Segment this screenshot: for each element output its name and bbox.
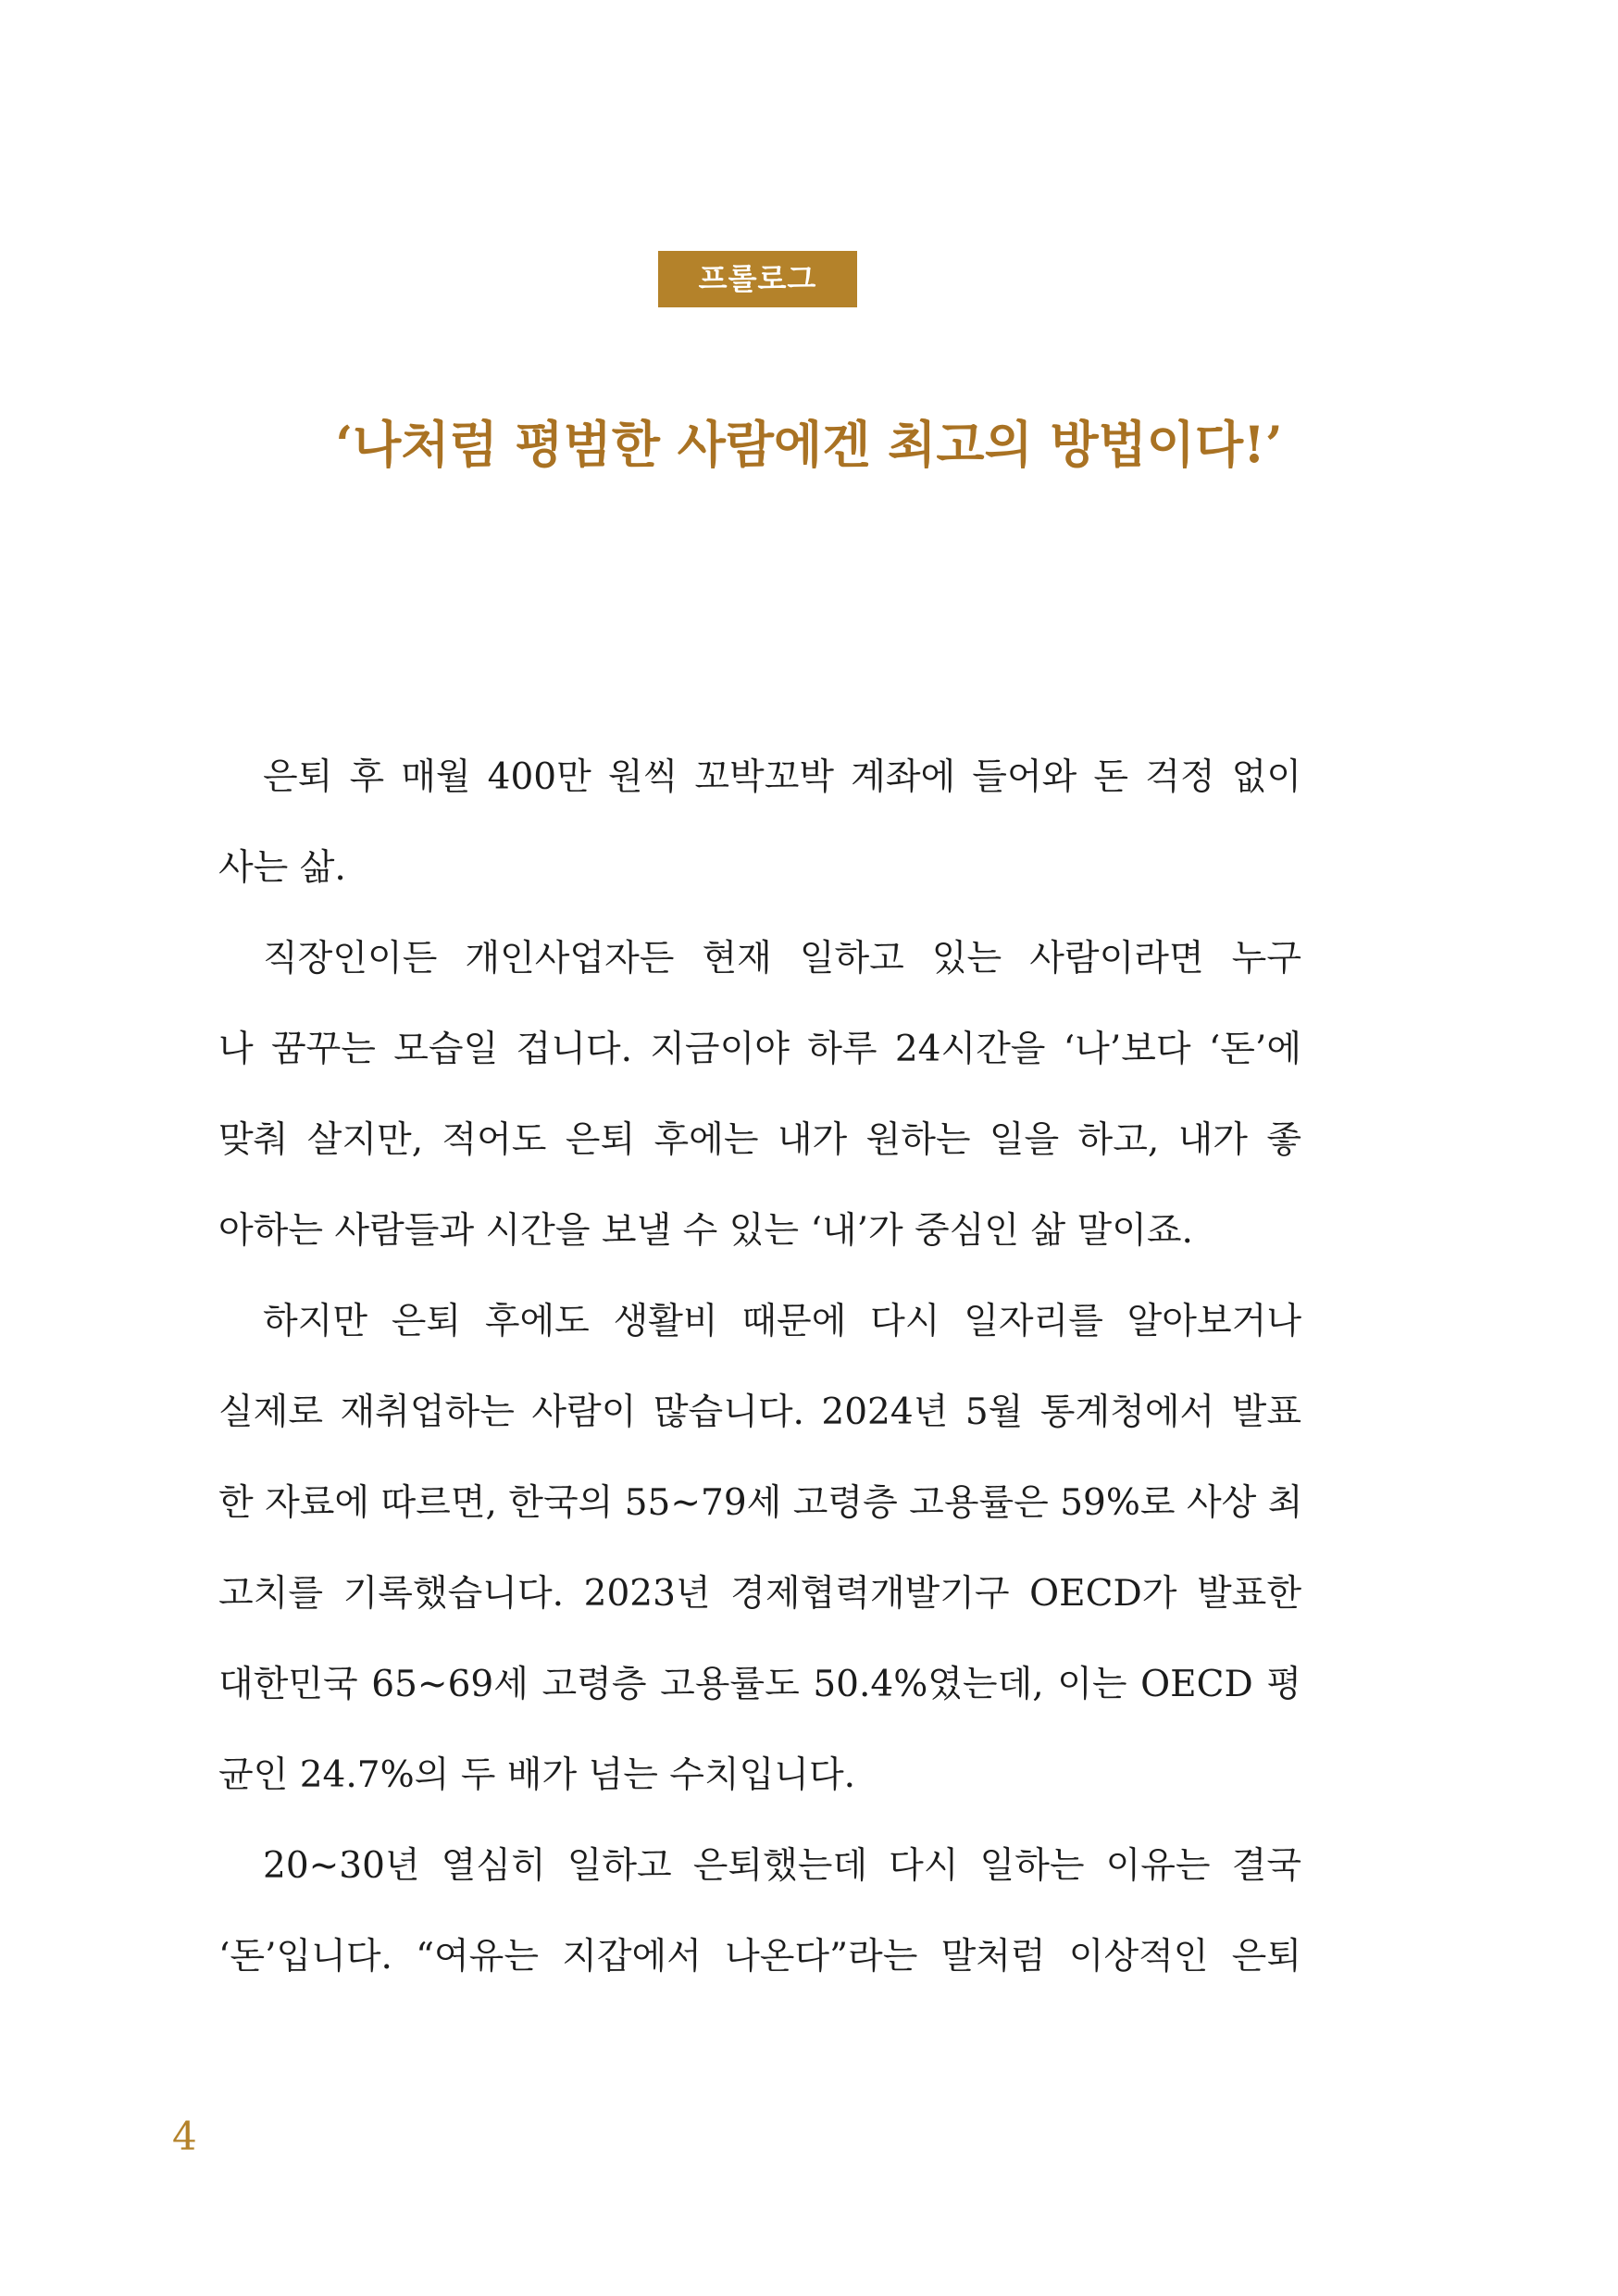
text-line: 나 꿈꾸는 모습일 겁니다. 지금이야 하루 24시간을 ‘나’보다 ‘돈’에 — [218, 1029, 1301, 1070]
text-line: 대한민국 65~69세 고령층 고용률도 50.4%였는데, 이는 OECD 평 — [218, 1664, 1301, 1705]
chapter-title: ‘나처럼 평범한 사람에겐 최고의 방법이다!’ — [335, 415, 1283, 474]
text-line: ‘돈’입니다. “여유는 지갑에서 나온다”라는 말처럼 이상적인 은퇴 — [218, 1936, 1301, 1978]
text-line: 은퇴 후 매월 400만 원씩 꼬박꼬박 계좌에 들어와 돈 걱정 없이 — [263, 756, 1301, 798]
text-line: 아하는 사람들과 시간을 보낼 수 있는 ‘내’가 중심인 삶 말이죠. — [218, 1210, 1193, 1252]
text-line: 직장인이든 개인사업자든 현재 일하고 있는 사람이라면 누구 — [263, 938, 1301, 980]
text-line: 사는 삶. — [218, 847, 346, 889]
text-line: 20~30년 열심히 일하고 은퇴했는데 다시 일하는 이유는 결국 — [263, 1845, 1301, 1887]
text-line: 한 자료에 따르면, 한국의 55~79세 고령층 고용률은 59%로 사상 최 — [218, 1482, 1303, 1524]
text-line: 하지만 은퇴 후에도 생활비 때문에 다시 일자리를 알아보거나 — [263, 1301, 1301, 1342]
text-line: 실제로 재취업하는 사람이 많습니다. 2024년 5월 통계청에서 발표 — [218, 1391, 1301, 1433]
text-line: 맞춰 살지만, 적어도 은퇴 후에는 내가 원하는 일을 하고, 내가 좋 — [218, 1119, 1301, 1161]
page-number: 4 — [172, 2114, 197, 2159]
text-line: 고치를 기록했습니다. 2023년 경제협력개발기구 OECD가 발표한 — [218, 1573, 1301, 1615]
section-badge: 프롤로그 — [658, 251, 857, 307]
text-line: 균인 24.7%의 두 배가 넘는 수치입니다. — [218, 1754, 856, 1796]
